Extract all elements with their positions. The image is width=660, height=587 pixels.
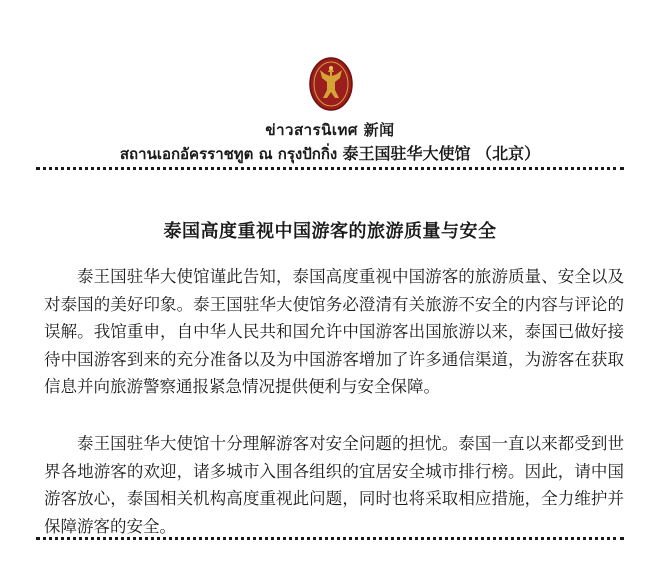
article-paragraph-1: 泰王国驻华大使馆谨此告知，泰国高度重视中国游客的旅游质量、安全以及对泰国的美好印象。泰王国驻华大使馆务必澄清有关旅游不安全的内容与评论的误解。我馆重申，自中华人民共和国允许中国游客出国旅游以来，泰国已做好接待中国游客到来的充分准备以及为中国游客增加了许多通信渠道，为游客在获取信息并向旅游警察通报紧急情况提供便利与安全保障。 [44,267,624,397]
footer-divider [36,537,624,540]
article-title: 泰国高度重视中国游客的旅游质量与安全 [163,221,497,242]
header-thai-embassy: สถานเอกอัครราชทูต ณ กรุงปักกิ่ง [119,145,338,163]
header-embassy-label [0,141,660,166]
header-thai-news: ข่าวสารนิเทศ [265,121,358,139]
header-cn-news: 新闻 [363,121,395,139]
article-paragraph-2: 泰王国驻华大使馆十分理解游客对安全问题的担忧。泰国一直以来都受到世界各地游客的欢迎，诸多城市入围各组织的宜居安全城市排行榜。因此，请中国游客放心，泰国相关机构高度重视此问题，同时也将采取相应措施，全力维护并保障游客的安全。 [44,434,624,536]
garuda-emblem-icon [308,56,354,112]
header-divider [36,167,624,170]
header-news-label [0,118,660,142]
header-cn-embassy: 泰王国驻华大使馆 （北京） [342,144,541,163]
